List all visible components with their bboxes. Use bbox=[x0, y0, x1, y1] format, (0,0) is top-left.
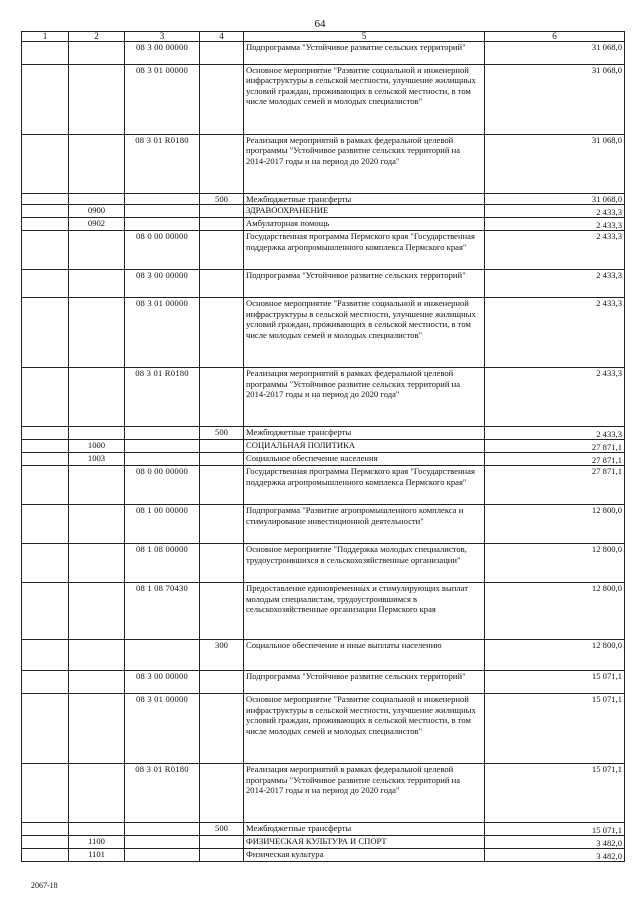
column-1-cell bbox=[22, 42, 69, 65]
description-cell: Социальное обеспечение и иные выплаты населению bbox=[244, 640, 485, 671]
section-code-cell: 1100 bbox=[69, 836, 125, 849]
section-code-cell bbox=[69, 65, 125, 135]
target-article-cell bbox=[125, 836, 200, 849]
column-1-cell bbox=[22, 764, 69, 823]
description-cell: Амбулаторная помощь bbox=[244, 218, 485, 231]
page-number: 64 bbox=[314, 18, 326, 30]
section-code-cell bbox=[69, 368, 125, 427]
section-code-cell bbox=[69, 270, 125, 298]
column-1-cell bbox=[22, 505, 69, 544]
section-code-cell bbox=[69, 823, 125, 836]
amount-cell: 2 433,3 bbox=[485, 231, 625, 270]
amount-cell: 2 433,3 bbox=[485, 427, 625, 440]
column-1-cell bbox=[22, 427, 69, 440]
section-code-cell bbox=[69, 544, 125, 583]
expense-type-cell bbox=[200, 453, 244, 466]
column-1-cell bbox=[22, 466, 69, 505]
column-1-cell bbox=[22, 298, 69, 368]
amount-cell: 15 071,1 bbox=[485, 823, 625, 836]
description-cell: Государственная программа Пермского края "Государственная поддержка агропромышленного комплекса Пермского края" bbox=[244, 466, 485, 505]
column-header: 5 bbox=[244, 32, 485, 42]
table-row bbox=[22, 205, 625, 218]
column-header: 3 bbox=[125, 32, 200, 42]
amount-cell: 15 071,1 bbox=[485, 764, 625, 823]
column-1-cell bbox=[22, 640, 69, 671]
table-row bbox=[22, 231, 625, 270]
table-row bbox=[22, 270, 625, 298]
document-code: 2067-18 bbox=[31, 881, 58, 890]
target-article-cell bbox=[125, 849, 200, 862]
table-row bbox=[22, 427, 625, 440]
amount-cell: 31 068,0 bbox=[485, 194, 625, 205]
column-1-cell bbox=[22, 849, 69, 862]
section-code-cell: 0900 bbox=[69, 205, 125, 218]
table-row bbox=[22, 764, 625, 823]
table-row bbox=[22, 440, 625, 453]
amount-cell: 27 871,1 bbox=[485, 453, 625, 466]
expense-type-cell bbox=[200, 205, 244, 218]
description-cell: Межбюджетные трансферты bbox=[244, 823, 485, 836]
column-1-cell bbox=[22, 440, 69, 453]
expense-type-cell bbox=[200, 298, 244, 368]
expense-type-cell bbox=[200, 218, 244, 231]
section-code-cell bbox=[69, 671, 125, 694]
description-cell: Предоставление единовременных и стимулирующих выплат молодым специалистам, трудоустроившимся в сельскохозяйственные организации Пермского края bbox=[244, 583, 485, 640]
expense-type-cell: 500 bbox=[200, 427, 244, 440]
description-cell: Основное мероприятие "Развитие социальной и инженерной инфраструктуры в сельской местности, улучшение жилищных условий граждан, проживающих в сельской местности, в том числе молодых семей и молодых специалистов" bbox=[244, 298, 485, 368]
amount-cell: 27 871,1 bbox=[485, 440, 625, 453]
table-row bbox=[22, 640, 625, 671]
column-1-cell bbox=[22, 231, 69, 270]
description-cell: Реализация мероприятий в рамках федеральной целевой программы "Устойчивое развитие сельских территорий на 2014-2017 годы и на период до 2020 года" bbox=[244, 368, 485, 427]
expense-type-cell: 500 bbox=[200, 194, 244, 205]
description-cell: Основное мероприятие "Развитие социальной и инженерной инфраструктуры в сельской местности, улучшение жилищных условий граждан, проживающих в сельской местности, в том числе молодых семей и молодых специалистов" bbox=[244, 65, 485, 135]
amount-cell: 2 433,3 bbox=[485, 205, 625, 218]
section-code-cell: 1003 bbox=[69, 453, 125, 466]
expense-type-cell bbox=[200, 42, 244, 65]
column-1-cell bbox=[22, 694, 69, 764]
section-code-cell: 0902 bbox=[69, 218, 125, 231]
expense-type-cell bbox=[200, 65, 244, 135]
column-1-cell bbox=[22, 205, 69, 218]
expense-type-cell bbox=[200, 671, 244, 694]
amount-cell: 27 871,1 bbox=[485, 466, 625, 505]
target-article-cell: 08 3 00 00000 bbox=[125, 671, 200, 694]
section-code-cell: 1000 bbox=[69, 440, 125, 453]
amount-cell: 3 482,0 bbox=[485, 849, 625, 862]
section-code-cell bbox=[69, 466, 125, 505]
target-article-cell: 08 3 00 00000 bbox=[125, 42, 200, 65]
description-cell: Физическая культура bbox=[244, 849, 485, 862]
section-code-cell bbox=[69, 135, 125, 194]
expense-type-cell bbox=[200, 849, 244, 862]
description-cell: ФИЗИЧЕСКАЯ КУЛЬТУРА И СПОРТ bbox=[244, 836, 485, 849]
description-cell: Межбюджетные трансферты bbox=[244, 194, 485, 205]
column-1-cell bbox=[22, 823, 69, 836]
target-article-cell: 08 1 08 00000 bbox=[125, 544, 200, 583]
section-code-cell bbox=[69, 694, 125, 764]
target-article-cell: 08 3 00 00000 bbox=[125, 270, 200, 298]
description-cell: Государственная программа Пермского края "Государственная поддержка агропромышленного комплекса Пермского края" bbox=[244, 231, 485, 270]
expense-type-cell bbox=[200, 694, 244, 764]
target-article-cell: 08 3 01 R0180 bbox=[125, 135, 200, 194]
column-header: 4 bbox=[200, 32, 244, 42]
target-article-cell bbox=[125, 194, 200, 205]
section-code-cell bbox=[69, 42, 125, 65]
expense-type-cell: 300 bbox=[200, 640, 244, 671]
target-article-cell: 08 1 00 00000 bbox=[125, 505, 200, 544]
target-article-cell bbox=[125, 205, 200, 218]
amount-cell: 2 433,3 bbox=[485, 298, 625, 368]
expense-type-cell bbox=[200, 583, 244, 640]
expense-type-cell bbox=[200, 231, 244, 270]
column-header: 6 bbox=[485, 32, 625, 42]
amount-cell: 31 068,0 bbox=[485, 42, 625, 65]
target-article-cell bbox=[125, 453, 200, 466]
description-cell: Подпрограмма "Устойчивое развитие сельских территорий" bbox=[244, 270, 485, 298]
expense-type-cell bbox=[200, 135, 244, 194]
target-article-cell: 08 3 01 00000 bbox=[125, 65, 200, 135]
table-row bbox=[22, 505, 625, 544]
description-cell: Социальное обеспечение населения bbox=[244, 453, 485, 466]
column-1-cell bbox=[22, 368, 69, 427]
target-article-cell bbox=[125, 640, 200, 671]
description-cell: ЗДРАВООХРАНЕНИЕ bbox=[244, 205, 485, 218]
column-1-cell bbox=[22, 671, 69, 694]
amount-cell: 3 482,0 bbox=[485, 836, 625, 849]
budget-table bbox=[21, 31, 625, 862]
column-1-cell bbox=[22, 583, 69, 640]
section-code-cell bbox=[69, 231, 125, 270]
target-article-cell: 08 3 01 R0180 bbox=[125, 764, 200, 823]
table-row bbox=[22, 42, 625, 65]
table-row bbox=[22, 135, 625, 194]
amount-cell: 12 800,0 bbox=[485, 505, 625, 544]
table-row bbox=[22, 849, 625, 862]
column-1-cell bbox=[22, 135, 69, 194]
amount-cell: 2 433,3 bbox=[485, 368, 625, 427]
section-code-cell bbox=[69, 505, 125, 544]
section-code-cell bbox=[69, 298, 125, 368]
expense-type-cell bbox=[200, 544, 244, 583]
section-code-cell bbox=[69, 764, 125, 823]
table-row bbox=[22, 368, 625, 427]
description-cell: Межбюджетные трансферты bbox=[244, 427, 485, 440]
table-row bbox=[22, 466, 625, 505]
table-row bbox=[22, 694, 625, 764]
amount-cell: 2 433,3 bbox=[485, 218, 625, 231]
description-cell: Подпрограмма "Устойчивое развитие сельских территорий" bbox=[244, 671, 485, 694]
target-article-cell bbox=[125, 427, 200, 440]
column-1-cell bbox=[22, 544, 69, 583]
column-header: 1 bbox=[22, 32, 69, 42]
amount-cell: 2 433,3 bbox=[485, 270, 625, 298]
description-cell: Основное мероприятие "Развитие социальной и инженерной инфраструктуры в сельской местности, улучшение жилищных условий граждан, проживающих в сельской местности, в том числе молодых семей и молодых специалистов" bbox=[244, 694, 485, 764]
amount-cell: 12 800,0 bbox=[485, 583, 625, 640]
description-cell: Подпрограмма "Развитие агропромышленного комплекса и стимулирование инвестиционной деятельности" bbox=[244, 505, 485, 544]
table-row bbox=[22, 218, 625, 231]
expense-type-cell: 500 bbox=[200, 823, 244, 836]
column-header: 2 bbox=[69, 32, 125, 42]
expense-type-cell bbox=[200, 440, 244, 453]
expense-type-cell bbox=[200, 764, 244, 823]
target-article-cell: 08 1 08 70430 bbox=[125, 583, 200, 640]
table-row bbox=[22, 823, 625, 836]
table-row bbox=[22, 453, 625, 466]
amount-cell: 31 068,0 bbox=[485, 65, 625, 135]
section-code-cell bbox=[69, 640, 125, 671]
table-row bbox=[22, 544, 625, 583]
column-1-cell bbox=[22, 270, 69, 298]
section-code-cell bbox=[69, 583, 125, 640]
expense-type-cell bbox=[200, 368, 244, 427]
amount-cell: 12 800,0 bbox=[485, 544, 625, 583]
column-1-cell bbox=[22, 65, 69, 135]
amount-cell: 31 068,0 bbox=[485, 135, 625, 194]
amount-cell: 15 071,1 bbox=[485, 671, 625, 694]
table-row bbox=[22, 194, 625, 205]
column-1-cell bbox=[22, 836, 69, 849]
target-article-cell: 08 3 01 R0180 bbox=[125, 368, 200, 427]
target-article-cell bbox=[125, 440, 200, 453]
target-article-cell bbox=[125, 823, 200, 836]
section-code-cell bbox=[69, 194, 125, 205]
header-row bbox=[22, 32, 625, 42]
amount-cell: 12 800,0 bbox=[485, 640, 625, 671]
description-cell: Реализация мероприятий в рамках федеральной целевой программы "Устойчивое развитие сельских территорий на 2014-2017 годы и на период до 2020 года" bbox=[244, 764, 485, 823]
expense-type-cell bbox=[200, 270, 244, 298]
expense-type-cell bbox=[200, 836, 244, 849]
column-1-cell bbox=[22, 194, 69, 205]
section-code-cell: 1101 bbox=[69, 849, 125, 862]
target-article-cell bbox=[125, 218, 200, 231]
table-row bbox=[22, 65, 625, 135]
column-1-cell bbox=[22, 218, 69, 231]
table-row bbox=[22, 583, 625, 640]
section-code-cell bbox=[69, 427, 125, 440]
description-cell: СОЦИАЛЬНАЯ ПОЛИТИКА bbox=[244, 440, 485, 453]
expense-type-cell bbox=[200, 466, 244, 505]
description-cell: Реализация мероприятий в рамках федеральной целевой программы "Устойчивое развитие сельских территорий на 2014-2017 годы и на период до 2020 года" bbox=[244, 135, 485, 194]
description-cell: Подпрограмма "Устойчивое развитие сельских территорий" bbox=[244, 42, 485, 65]
target-article-cell: 08 3 01 00000 bbox=[125, 694, 200, 764]
target-article-cell: 08 0 00 00000 bbox=[125, 466, 200, 505]
target-article-cell: 08 0 00 00000 bbox=[125, 231, 200, 270]
description-cell: Основное мероприятие "Поддержка молодых специалистов, трудоустроившихся в сельскохозяйственные организации" bbox=[244, 544, 485, 583]
table-row bbox=[22, 298, 625, 368]
column-1-cell bbox=[22, 453, 69, 466]
target-article-cell: 08 3 01 00000 bbox=[125, 298, 200, 368]
expense-type-cell bbox=[200, 505, 244, 544]
amount-cell: 15 071,1 bbox=[485, 694, 625, 764]
table-row bbox=[22, 836, 625, 849]
table-row bbox=[22, 671, 625, 694]
